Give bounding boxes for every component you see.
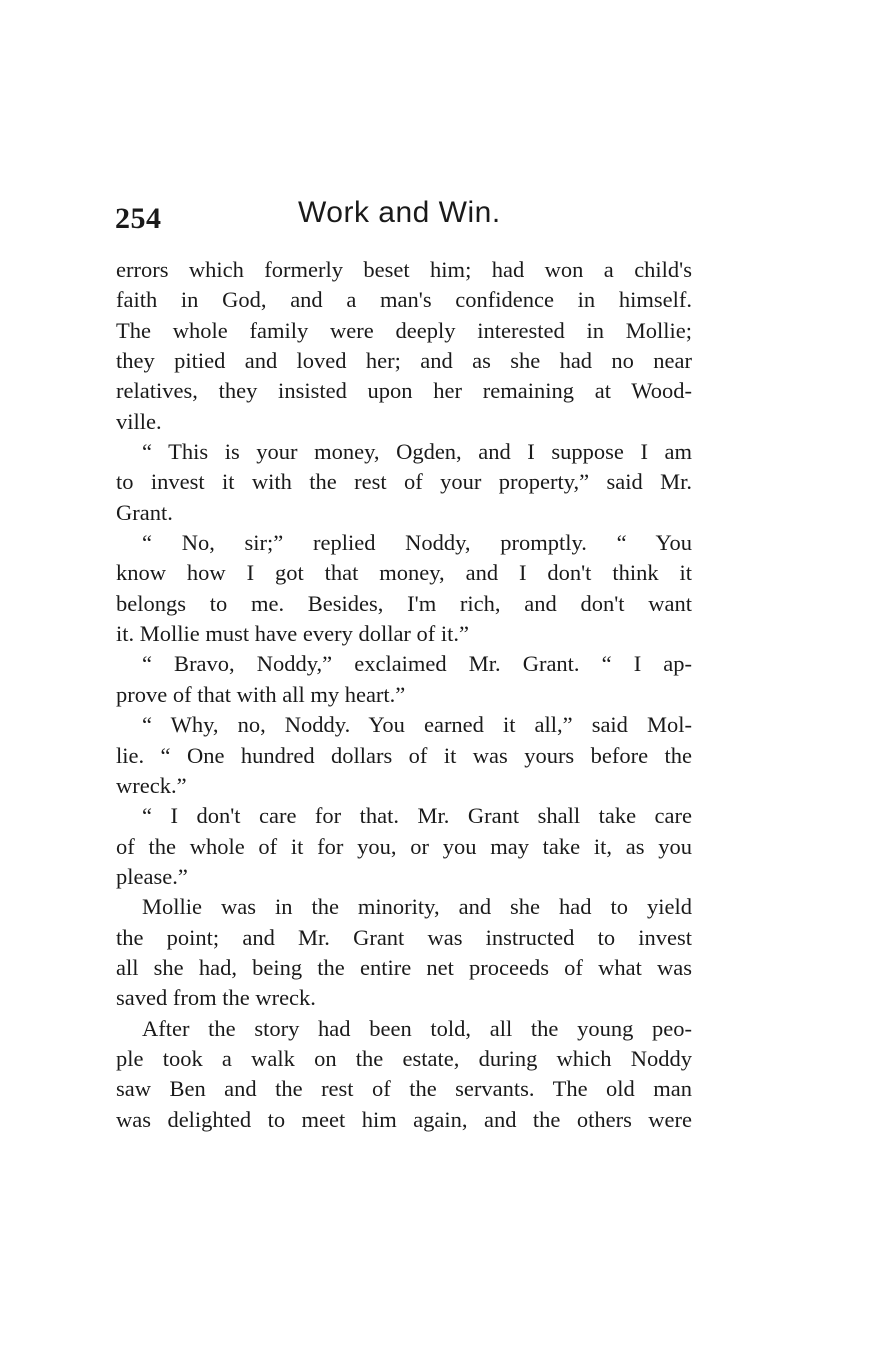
text-line: all she had, being the entire net proceeds of what was [116,954,692,980]
text-line: “ I don't care for that. Mr. Grant shall take care [142,803,692,829]
text-line: faith in God, and a man's confidence in himself. [116,287,692,313]
paragraph [116,801,692,892]
text-line: Mollie was in the minority, and she had to yield [142,894,692,920]
text-line: the point; and Mr. Grant was instructed to invest [116,924,692,950]
text-line: they pitied and loved her; and as she had no near [116,348,692,374]
text-line: “ Bravo, Noddy,” exclaimed Mr. Grant. “ I ap- [142,651,692,677]
text-line: know how I got that money, and I don't think it [116,560,692,586]
text-line: ville. [116,408,162,434]
paragraph [116,528,692,649]
text-line: lie. “ One hundred dollars of it was yours before the [116,742,692,768]
body-text [116,255,692,1135]
text-line: errors which formerly beset him; had won a child's [116,257,692,282]
running-title: Work and Win. [298,196,501,229]
text-line: “ This is your money, Ogden, and I suppose I am [142,439,692,465]
text-line: prove of that with all my heart.” [116,681,406,707]
paragraph [116,255,692,437]
paragraph [116,710,692,801]
text-line: saved from the wreck. [116,985,316,1011]
text-line: belongs to me. Besides, I'm rich, and don't want [116,590,692,616]
paragraph [116,1014,692,1135]
text-line: of the whole of it for you, or you may take it, as you [116,833,692,859]
text-line: ple took a walk on the estate, during which Noddy [116,1045,692,1071]
paragraph [116,437,692,528]
text-line: “ Why, no, Noddy. You earned it all,” said Mol- [142,712,692,738]
paragraph [116,892,692,1013]
text-line: was delighted to meet him again, and the others were [116,1106,692,1132]
text-line: wreck.” [116,772,187,798]
text-line: The whole family were deeply interested in Mollie; [116,317,692,343]
text-line: saw Ben and the rest of the servants. The old man [116,1076,692,1102]
text-line: After the story had been told, all the young peo- [142,1015,692,1041]
page-header [115,196,695,244]
text-line: Grant. [116,499,173,525]
text-line: “ No, sir;” replied Noddy, promptly. “ You [142,530,692,556]
paragraph [116,649,692,710]
text-line: relatives, they insisted upon her remaining at Wood- [116,378,692,404]
text-line: please.” [116,863,188,889]
page-number: 254 [115,202,162,235]
text-line: it. Mollie must have every dollar of it.” [116,621,470,647]
text-line: to invest it with the rest of your property,” said Mr. [116,469,692,495]
